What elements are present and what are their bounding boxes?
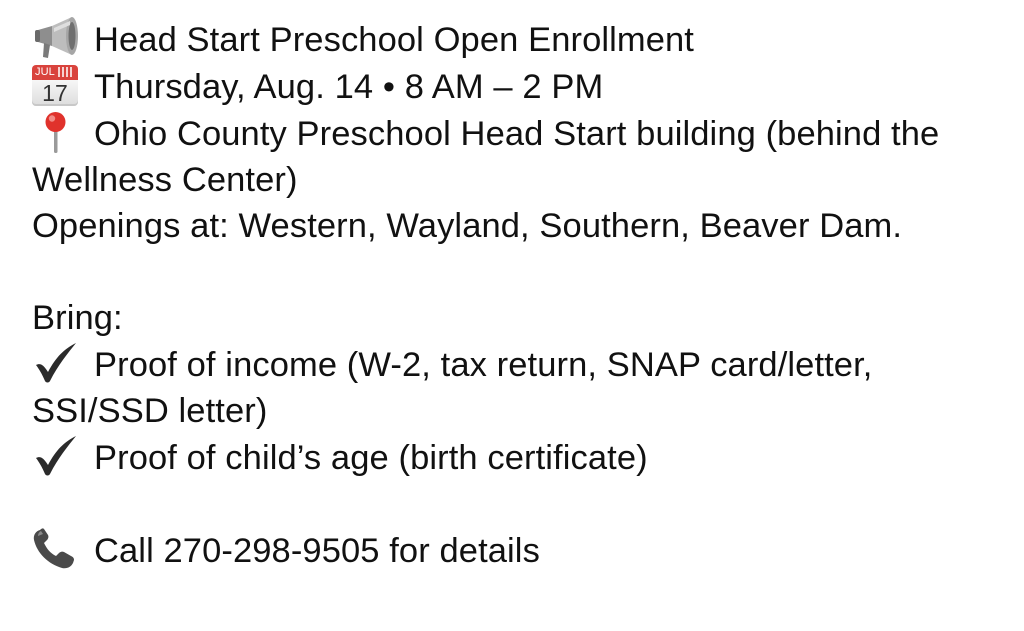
announcement-post: [32, 16, 1012, 574]
bring-item: [32, 341, 1012, 434]
location-text: Ohio County Preschool Head Start building (behind the Wellness Center): [32, 115, 940, 199]
date-text: Thursday, Aug. 14 • 8 AM – 2 PM: [94, 68, 604, 106]
call-text: Call 270-298-9505 for details: [94, 532, 540, 570]
telephone-receiver-icon: [32, 527, 80, 571]
title-text: Head Start Preschool Open Enrollment: [94, 21, 694, 59]
spacer: [32, 481, 1012, 527]
bring-item-text: Proof of child’s age (birth certificate): [94, 439, 648, 477]
call-line: [32, 527, 1012, 574]
round-pushpin-icon: [32, 110, 80, 154]
title-line: [32, 16, 1012, 63]
date-line: [32, 63, 1012, 110]
megaphone-icon: [32, 16, 80, 60]
bring-item: [32, 434, 1012, 481]
check-mark-icon: [32, 341, 80, 385]
check-mark-icon: [32, 434, 80, 478]
location-line: [32, 110, 1012, 203]
openings-line: Openings at: Western, Wayland, Southern, Beaver Dam.: [32, 207, 903, 245]
bring-item-text: Proof of income (W-2, tax return, SNAP card/letter, SSI/SSD letter): [32, 346, 873, 430]
bring-heading: Bring:: [32, 299, 123, 337]
calendar-day: 17: [32, 80, 78, 106]
spacer: [32, 249, 1012, 295]
calendar-icon: [32, 63, 78, 107]
calendar-month: JUL: [35, 66, 55, 78]
